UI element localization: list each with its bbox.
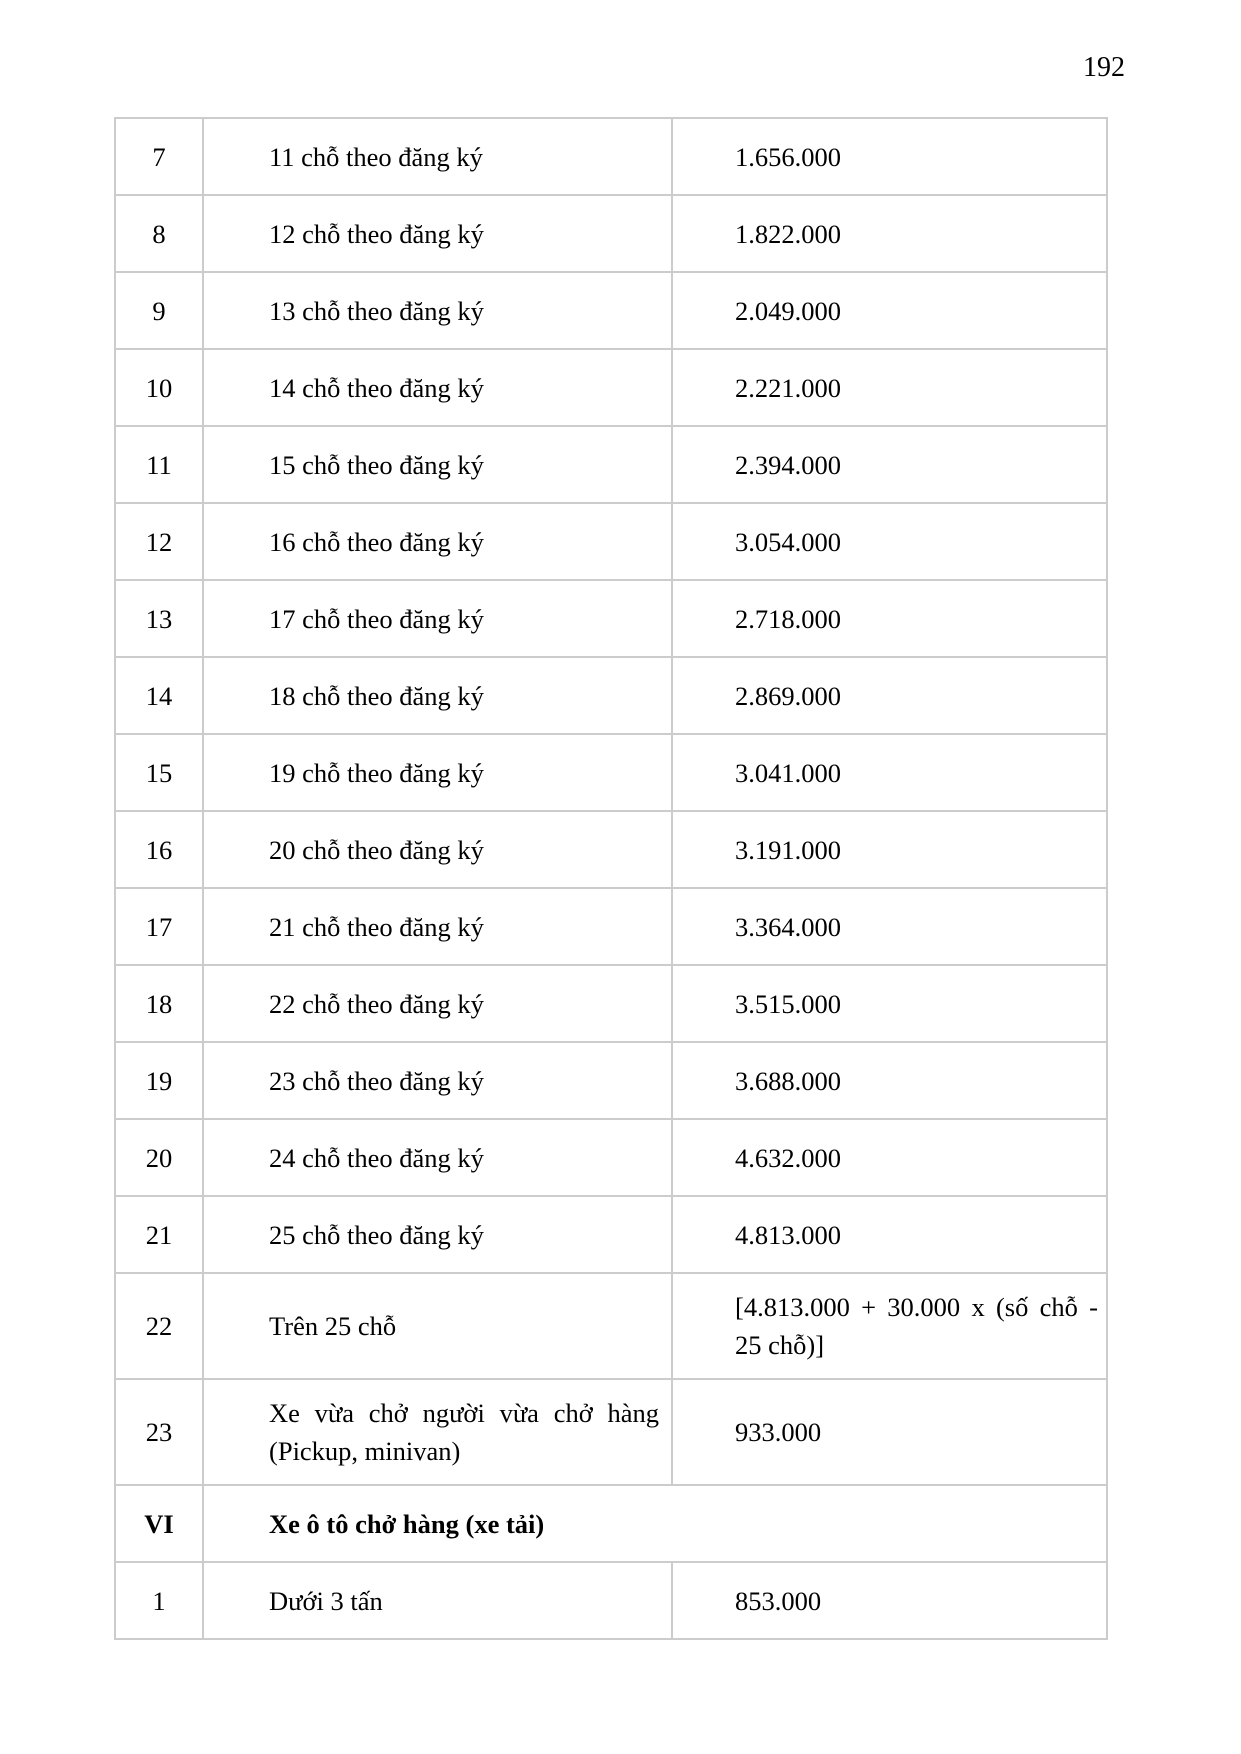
description-cell: 22 chỗ theo đăng ký <box>203 965 672 1042</box>
description-cell: 12 chỗ theo đăng ký <box>203 195 672 272</box>
table-row <box>115 734 1107 811</box>
row-number-cell: 22 <box>115 1273 203 1379</box>
table-row <box>115 503 1107 580</box>
table-row <box>115 195 1107 272</box>
table-row <box>115 580 1107 657</box>
description-cell: Trên 25 chỗ <box>203 1273 672 1379</box>
fee-cell: 4.632.000 <box>672 1119 1107 1196</box>
fee-cell: 2.869.000 <box>672 657 1107 734</box>
row-number-cell: 16 <box>115 811 203 888</box>
description-cell: 20 chỗ theo đăng ký <box>203 811 672 888</box>
row-number-cell: VI <box>115 1485 203 1562</box>
fee-cell: [4.813.000 + 30.000 x (số chỗ - 25 chỗ)] <box>672 1273 1107 1379</box>
fee-cell: 3.515.000 <box>672 965 1107 1042</box>
fee-table <box>114 117 1108 1640</box>
row-number-cell: 8 <box>115 195 203 272</box>
description-cell: 13 chỗ theo đăng ký <box>203 272 672 349</box>
table-row <box>115 965 1107 1042</box>
row-number-cell: 17 <box>115 888 203 965</box>
table-row <box>115 1196 1107 1273</box>
row-number-cell: 10 <box>115 349 203 426</box>
fee-cell: 853.000 <box>672 1562 1107 1639</box>
table-row <box>115 1273 1107 1379</box>
description-cell: 24 chỗ theo đăng ký <box>203 1119 672 1196</box>
row-number-cell: 23 <box>115 1379 203 1485</box>
description-cell: 23 chỗ theo đăng ký <box>203 1042 672 1119</box>
description-cell: 15 chỗ theo đăng ký <box>203 426 672 503</box>
fee-cell: 2.394.000 <box>672 426 1107 503</box>
fee-cell: 2.221.000 <box>672 349 1107 426</box>
page-number: 192 <box>1083 52 1125 83</box>
fee-cell: 2.718.000 <box>672 580 1107 657</box>
description-cell: 11 chỗ theo đăng ký <box>203 118 672 195</box>
fee-cell: 933.000 <box>672 1379 1107 1485</box>
description-cell: 25 chỗ theo đăng ký <box>203 1196 672 1273</box>
table-row <box>115 888 1107 965</box>
table-row <box>115 1562 1107 1639</box>
row-number-cell: 1 <box>115 1562 203 1639</box>
row-number-cell: 13 <box>115 580 203 657</box>
description-cell: 18 chỗ theo đăng ký <box>203 657 672 734</box>
row-number-cell: 20 <box>115 1119 203 1196</box>
row-number-cell: 11 <box>115 426 203 503</box>
fee-cell: 3.041.000 <box>672 734 1107 811</box>
description-cell: Xe vừa chở người vừa chở hàng (Pickup, minivan) <box>203 1379 672 1485</box>
fee-cell: 1.656.000 <box>672 118 1107 195</box>
fee-cell: 3.191.000 <box>672 811 1107 888</box>
description-cell: Dưới 3 tấn <box>203 1562 672 1639</box>
description-cell: 16 chỗ theo đăng ký <box>203 503 672 580</box>
table-row <box>115 1042 1107 1119</box>
description-cell: 19 chỗ theo đăng ký <box>203 734 672 811</box>
table-row <box>115 349 1107 426</box>
row-number-cell: 15 <box>115 734 203 811</box>
row-number-cell: 12 <box>115 503 203 580</box>
fee-cell: 3.688.000 <box>672 1042 1107 1119</box>
table-row <box>115 657 1107 734</box>
row-number-cell: 14 <box>115 657 203 734</box>
table-row <box>115 118 1107 195</box>
fee-cell: 3.054.000 <box>672 503 1107 580</box>
fee-table-body <box>115 118 1107 1639</box>
fee-cell: 1.822.000 <box>672 195 1107 272</box>
fee-cell: 4.813.000 <box>672 1196 1107 1273</box>
fee-cell: 2.049.000 <box>672 272 1107 349</box>
table-row <box>115 811 1107 888</box>
row-number-cell: 21 <box>115 1196 203 1273</box>
row-number-cell: 9 <box>115 272 203 349</box>
description-cell: 21 chỗ theo đăng ký <box>203 888 672 965</box>
table-row <box>115 272 1107 349</box>
description-cell: 14 chỗ theo đăng ký <box>203 349 672 426</box>
fee-cell: 3.364.000 <box>672 888 1107 965</box>
table-row <box>115 1379 1107 1485</box>
description-cell: Xe ô tô chở hàng (xe tải) <box>203 1485 1107 1562</box>
description-cell: 17 chỗ theo đăng ký <box>203 580 672 657</box>
table-row <box>115 426 1107 503</box>
row-number-cell: 18 <box>115 965 203 1042</box>
row-number-cell: 19 <box>115 1042 203 1119</box>
section-row <box>115 1485 1107 1562</box>
table-row <box>115 1119 1107 1196</box>
row-number-cell: 7 <box>115 118 203 195</box>
